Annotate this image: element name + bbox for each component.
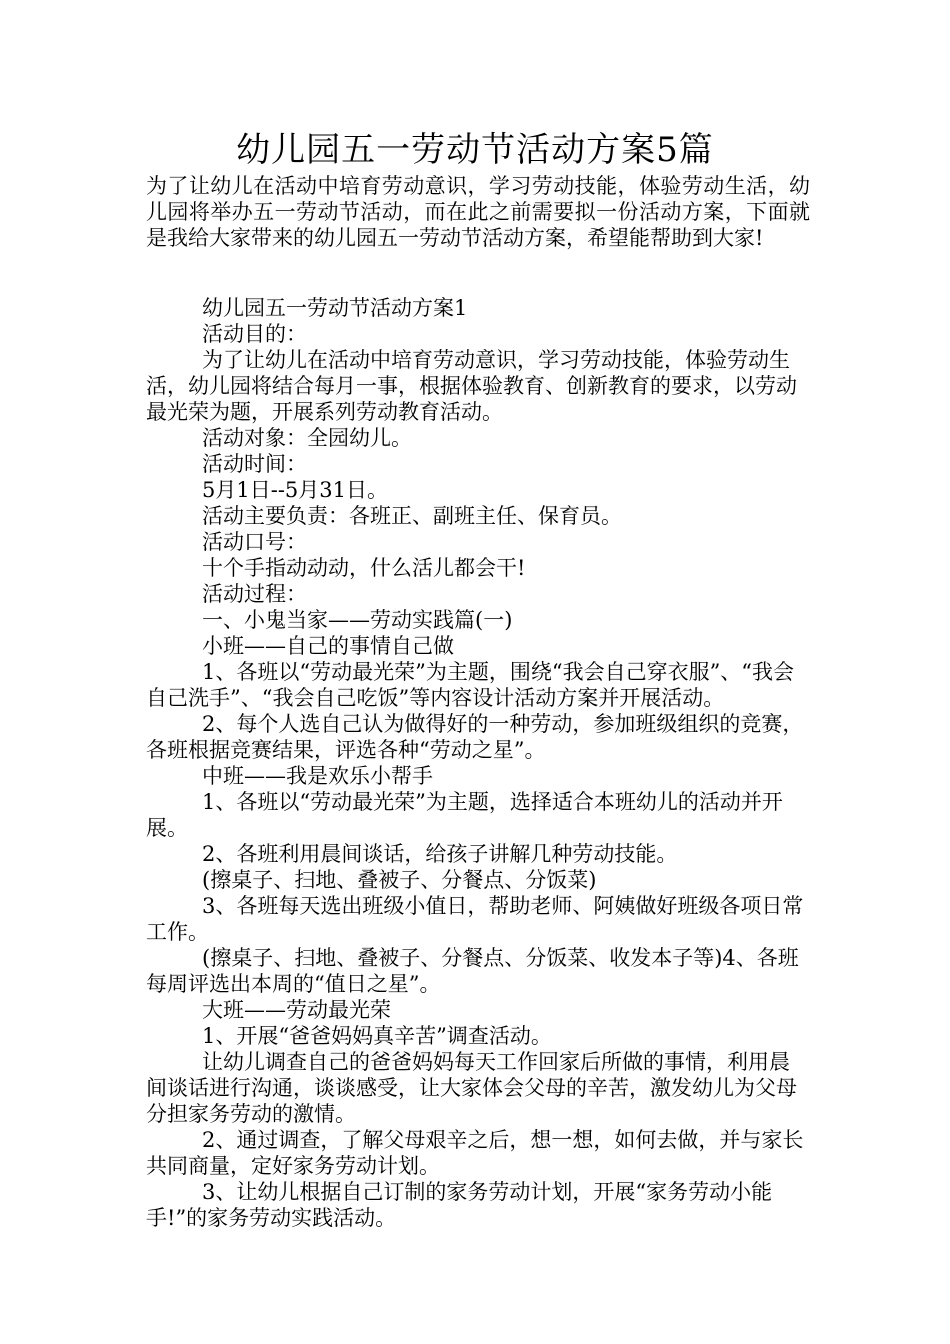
paragraph: 活动时间： — [202, 452, 307, 476]
paragraph: 小班——自己的事情自己做 — [202, 634, 454, 658]
paragraph: (擦桌子、扫地、叠被子、分餐点、分饭菜) — [202, 868, 597, 892]
paragraph: 1、各班以“劳动最光荣”为主题，围绕“我会自己穿衣服”、“我会自己洗手”、“我会自己吃饭”等内容设计活动方案并开展活动。 — [146, 660, 795, 710]
paragraph-gap — [146, 251, 810, 295]
paragraph: 2、各班利用晨间谈话，给孩子讲解几种劳动技能。 — [202, 842, 678, 866]
paragraph: 活动主要负责：各班正、副班主任、保育员。 — [202, 504, 622, 528]
paragraph: 为了让幼儿在活动中培育劳动意识，学习劳动技能，体验劳动生活，幼儿园将结合每月一事，根据体验教育、创新教育的要求，以劳动最光荣为题，开展系列劳动教育活动。 — [146, 348, 797, 424]
paragraph: 活动对象：全园幼儿。 — [202, 426, 412, 450]
document-title: 幼儿园五一劳动节活动方案5篇 — [236, 130, 714, 170]
paragraph: 2、每个人选自己认为做得好的一种劳动，参加班级组织的竞赛，各班根据竞赛结果，评选各种“劳动之星”。 — [146, 712, 804, 762]
paragraph: 活动口号： — [202, 530, 307, 554]
paragraph: 3、让幼儿根据自己订制的家务劳动计划，开展“家务劳动小能手!”的家务劳动实践活动。 — [146, 1180, 773, 1230]
paragraph: 一、小鬼当家——劳动实践篇(一) — [202, 608, 513, 632]
paragraph: 活动目的： — [202, 322, 307, 346]
paragraph: 1、开展“爸爸妈妈真辛苦”调查活动。 — [202, 1024, 552, 1048]
paragraph: 让幼儿调查自己的爸爸妈妈每天工作回家后所做的事情，利用晨间谈话进行沟通，谈谈感受，让大家体会父母的辛苦，激发幼儿为父母分担家务劳动的激情。 — [146, 1050, 797, 1126]
paragraph: 1、各班以“劳动最光荣”为主题，选择适合本班幼儿的活动并开展。 — [146, 790, 783, 840]
paragraph: 中班——我是欢乐小帮手 — [202, 764, 433, 788]
paragraph: 5月1日--5月31日。 — [202, 478, 388, 502]
paragraph: 活动过程： — [202, 582, 307, 606]
section-heading: 幼儿园五一劳动节活动方案1 — [202, 296, 468, 320]
paragraph: (擦桌子、扫地、叠被子、分餐点、分饭菜、收发本子等)4、各班每周评选出本周的“值日之星”。 — [146, 946, 799, 996]
paragraph: 大班——劳动最光荣 — [202, 998, 391, 1022]
paragraph: 十个手指动动动，什么活儿都会干! — [202, 556, 526, 580]
paragraph: 2、通过调查，了解父母艰辛之后，想一想，如何去做，并与家长共同商量，定好家务劳动计划。 — [146, 1128, 804, 1178]
paragraph: 3、各班每天选出班级小值日，帮助老师、阿姨做好班级各项日常工作。 — [146, 894, 804, 944]
document-body — [146, 173, 810, 1231]
intro-paragraph: 为了让幼儿在活动中培育劳动意识，学习劳动技能，体验劳动生活，幼儿园将举办五一劳动节活动，而在此之前需要拟一份活动方案，下面就是我给大家带来的幼儿园五一劳动节活动方案，希望能帮助到大家! — [146, 174, 810, 250]
